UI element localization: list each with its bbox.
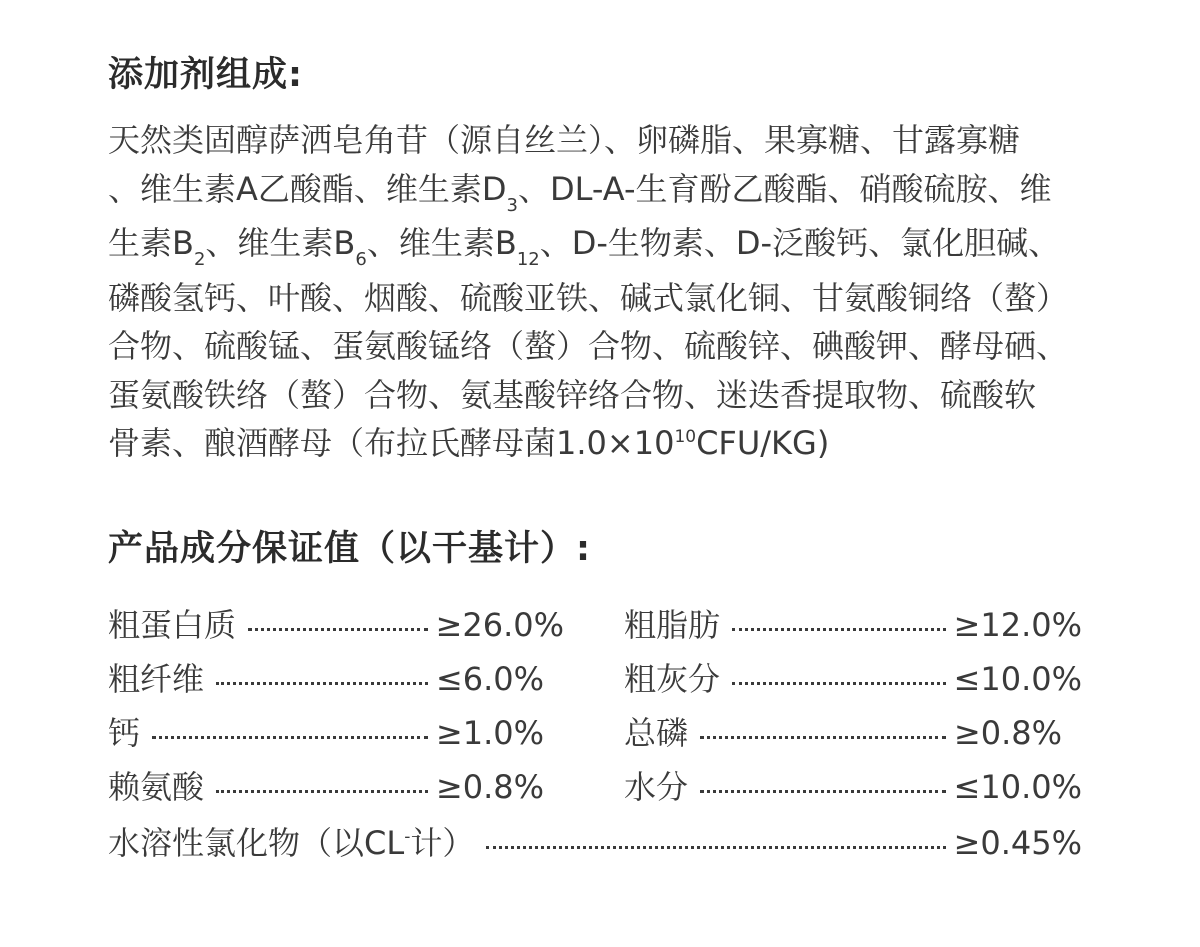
- additives-line-3-text-d: 、D-生物素、D-泛酸钙、氯化胆碱、: [539, 224, 1061, 262]
- nutrient-row-lysine: [108, 762, 544, 806]
- dot-leader: [216, 790, 428, 793]
- dot-leader: [700, 736, 946, 739]
- additives-line-3-text-c: 、维生素B: [366, 224, 517, 262]
- additives-line-7-text-a: 骨素、酿酒酵母（布拉氏酵母菌1.0×10: [108, 424, 675, 462]
- additives-line-5: 合物、硫酸锰、蛋氨酸锰络（螯）合物、硫酸锌、碘酸钾、酵母硒、: [108, 327, 1069, 365]
- chloride-ion-superscript: -: [404, 827, 411, 847]
- nutrient-name: 粗脂肪: [624, 606, 721, 644]
- nutrient-value: ≤10.0%: [953, 768, 1082, 806]
- nutrient-name: 水分: [624, 768, 689, 806]
- additives-line-1: 天然类固醇萨洒皂角苷（源自丝兰）、卵磷脂、果寡糖、甘露寡糖: [108, 121, 1021, 159]
- guarantee-heading: 产品成分保证值（以干基计）:: [108, 529, 591, 569]
- exponent-superscript: 10: [674, 427, 697, 447]
- vitamin-d-subscript: 3: [506, 194, 518, 216]
- nutrient-row-calcium: [108, 708, 544, 752]
- nutrient-value: ≥0.45%: [953, 824, 1082, 862]
- nutrient-row-crude-ash: [624, 654, 1082, 698]
- dot-leader: [152, 736, 428, 739]
- nutrient-name: 钙: [108, 714, 141, 752]
- chloride-name-b: 计）: [410, 824, 475, 862]
- dot-leader: [248, 628, 428, 631]
- nutrient-name: 总磷: [624, 714, 689, 752]
- nutrient-value: ≥26.0%: [435, 606, 564, 644]
- additives-text-block: [108, 116, 1068, 474]
- additives-line-4: 磷酸氢钙、叶酸、烟酸、硫酸亚铁、碱式氯化铜、甘氨酸铜络（螯）: [108, 278, 1069, 317]
- nutrient-value: ≥1.0%: [435, 714, 544, 752]
- nutrient-name: 粗灰分: [624, 660, 721, 698]
- nutrient-row-crude-protein: [108, 600, 564, 644]
- additives-line-7: [108, 419, 1068, 474]
- nutrient-value: ≥0.8%: [953, 714, 1062, 752]
- dot-leader: [486, 846, 945, 849]
- nutrient-name: [108, 818, 486, 864]
- additives-line-7-text-b: CFU/KG): [696, 424, 830, 462]
- additives-line-3-text-b: 、维生素B: [205, 224, 356, 262]
- nutrient-row-total-phosphorus: [624, 708, 1062, 752]
- nutrient-row-moisture: [624, 762, 1082, 806]
- dot-leader: [700, 790, 946, 793]
- nutrient-value: ≥12.0%: [953, 606, 1082, 644]
- nutrient-value: ≥0.8%: [435, 768, 544, 806]
- additives-line-2: [108, 165, 1068, 220]
- nutrient-value: ≤10.0%: [953, 660, 1082, 698]
- additives-line-3-text-a: 生素B: [108, 224, 194, 262]
- nutrient-name: 粗蛋白质: [108, 606, 237, 644]
- additives-line-2-text-a: 、维生素A乙酸酯、维生素D: [108, 169, 507, 208]
- dot-leader: [732, 682, 946, 685]
- nutrient-name: 赖氨酸: [108, 768, 205, 806]
- additives-line-6: 蛋氨酸铁络（螯）合物、氨基酸锌络合物、迷迭香提取物、硫酸软: [108, 375, 1037, 414]
- chloride-name-a: 水溶性氯化物（以CL: [108, 824, 405, 862]
- nutrient-row-crude-fat: [624, 600, 1082, 644]
- dot-leader: [216, 682, 428, 685]
- nutrient-name: 粗纤维: [108, 660, 205, 698]
- additives-heading: 添加剂组成:: [108, 55, 303, 95]
- dot-leader: [732, 628, 946, 631]
- additives-line-3: [108, 219, 1068, 274]
- nutrient-row-water-soluble-chloride: [108, 818, 1082, 862]
- vitamin-b6-subscript: 6: [355, 249, 367, 270]
- vitamin-b12-subscript: 12: [516, 249, 540, 270]
- nutrient-row-crude-fiber: [108, 654, 544, 698]
- additives-line-2-text-b: 、DL-A-生育酚乙酸酯、硝酸硫胺、维: [518, 169, 1052, 208]
- vitamin-b2-subscript: 2: [193, 249, 206, 270]
- nutrient-value: ≤6.0%: [435, 660, 544, 698]
